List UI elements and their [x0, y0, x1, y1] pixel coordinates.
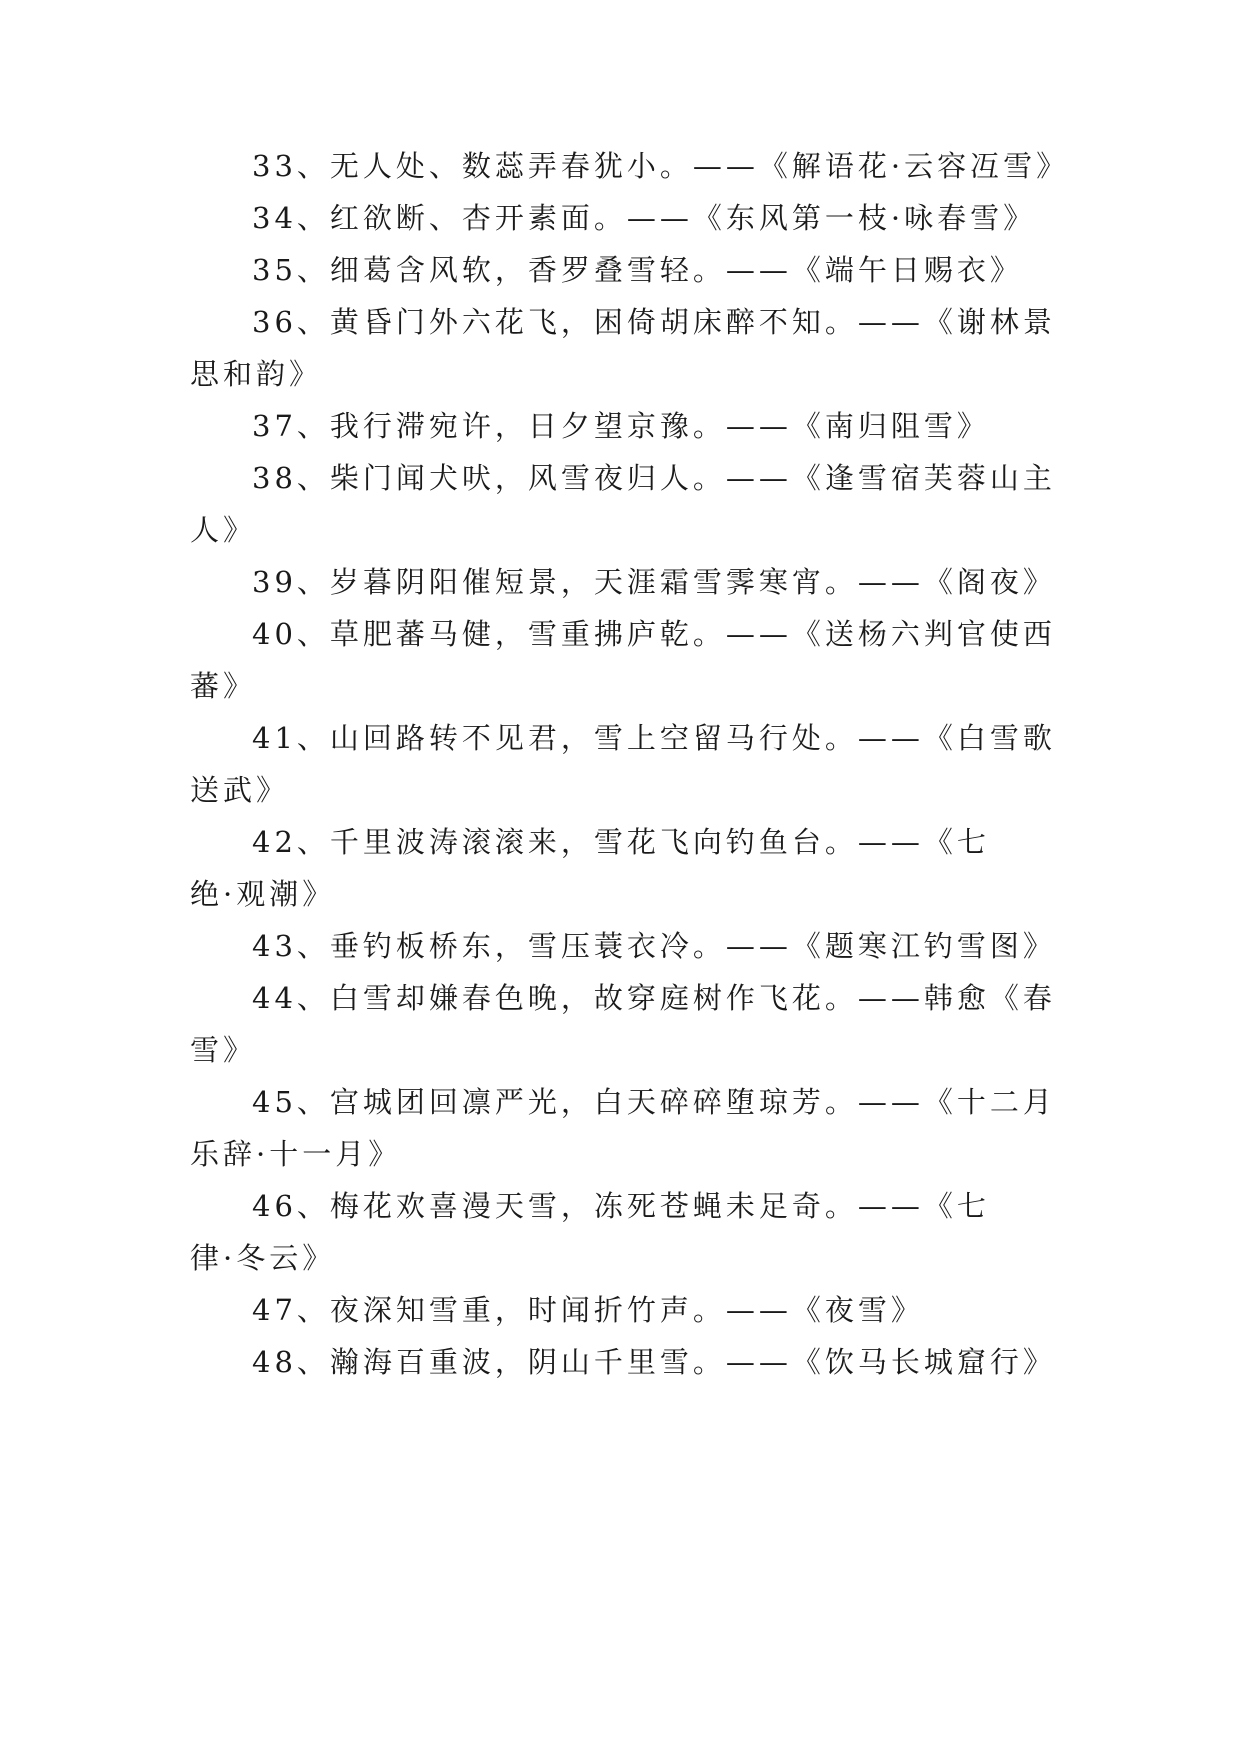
quote-line-44-cont: 雪》: [190, 1033, 257, 1067]
quote-line-41-cont: 送武》: [190, 773, 290, 807]
quote-line-41: 41、山回路转不见君，雪上空留马行处。——《白雪歌: [252, 721, 1056, 755]
quote-line-36: 36、黄昏门外六花飞，困倚胡床醉不知。——《谢林景: [252, 305, 1056, 339]
quote-line-37: 37、我行滞宛许，日夕望京豫。——《南归阻雪》: [252, 409, 990, 443]
quote-line-46-cont: 律·冬云》: [190, 1241, 336, 1275]
quote-line-45: 45、宫城团回凛严光，白天碎碎堕琼芳。——《十二月: [252, 1085, 1056, 1119]
quote-line-44: 44、白雪却嫌春色晚，故穿庭树作飞花。——韩愈《春: [252, 981, 1056, 1015]
quote-line-40-cont: 蕃》: [190, 669, 257, 703]
quote-line-45-cont: 乐辞·十一月》: [190, 1137, 402, 1171]
quote-line-33: 33、无人处、数蕊弄春犹小。——《解语花·云容冱雪》: [252, 149, 1070, 183]
quote-line-40: 40、草肥蕃马健，雪重拂庐乾。——《送杨六判官使西: [252, 617, 1056, 651]
quote-line-43: 43、垂钓板桥东，雪压蓑衣冷。——《题寒江钓雪图》: [252, 929, 1056, 963]
quote-line-39: 39、岁暮阴阳催短景，天涯霜雪霁寒宵。——《阁夜》: [252, 565, 1056, 599]
quote-line-36-cont: 思和韵》: [190, 357, 323, 391]
quote-line-38: 38、柴门闻犬吠，风雪夜归人。——《逢雪宿芙蓉山主: [252, 461, 1056, 495]
quote-line-42-cont: 绝·观潮》: [190, 877, 336, 911]
quote-line-48: 48、瀚海百重波，阴山千里雪。——《饮马长城窟行》: [252, 1345, 1056, 1379]
quote-line-46: 46、梅花欢喜漫天雪，冻死苍蝇未足奇。——《七: [252, 1189, 990, 1223]
quote-line-42: 42、千里波涛滚滚来，雪花飞向钓鱼台。——《七: [252, 825, 990, 859]
quote-line-47: 47、夜深知雪重，时闻折竹声。——《夜雪》: [252, 1293, 924, 1327]
quote-line-34: 34、红欲断、杏开素面。——《东风第一枝·咏春雪》: [252, 201, 1037, 235]
quote-line-38-cont: 人》: [190, 513, 257, 547]
quote-line-35: 35、细葛含风软，香罗叠雪轻。——《端午日赐衣》: [252, 253, 1023, 287]
